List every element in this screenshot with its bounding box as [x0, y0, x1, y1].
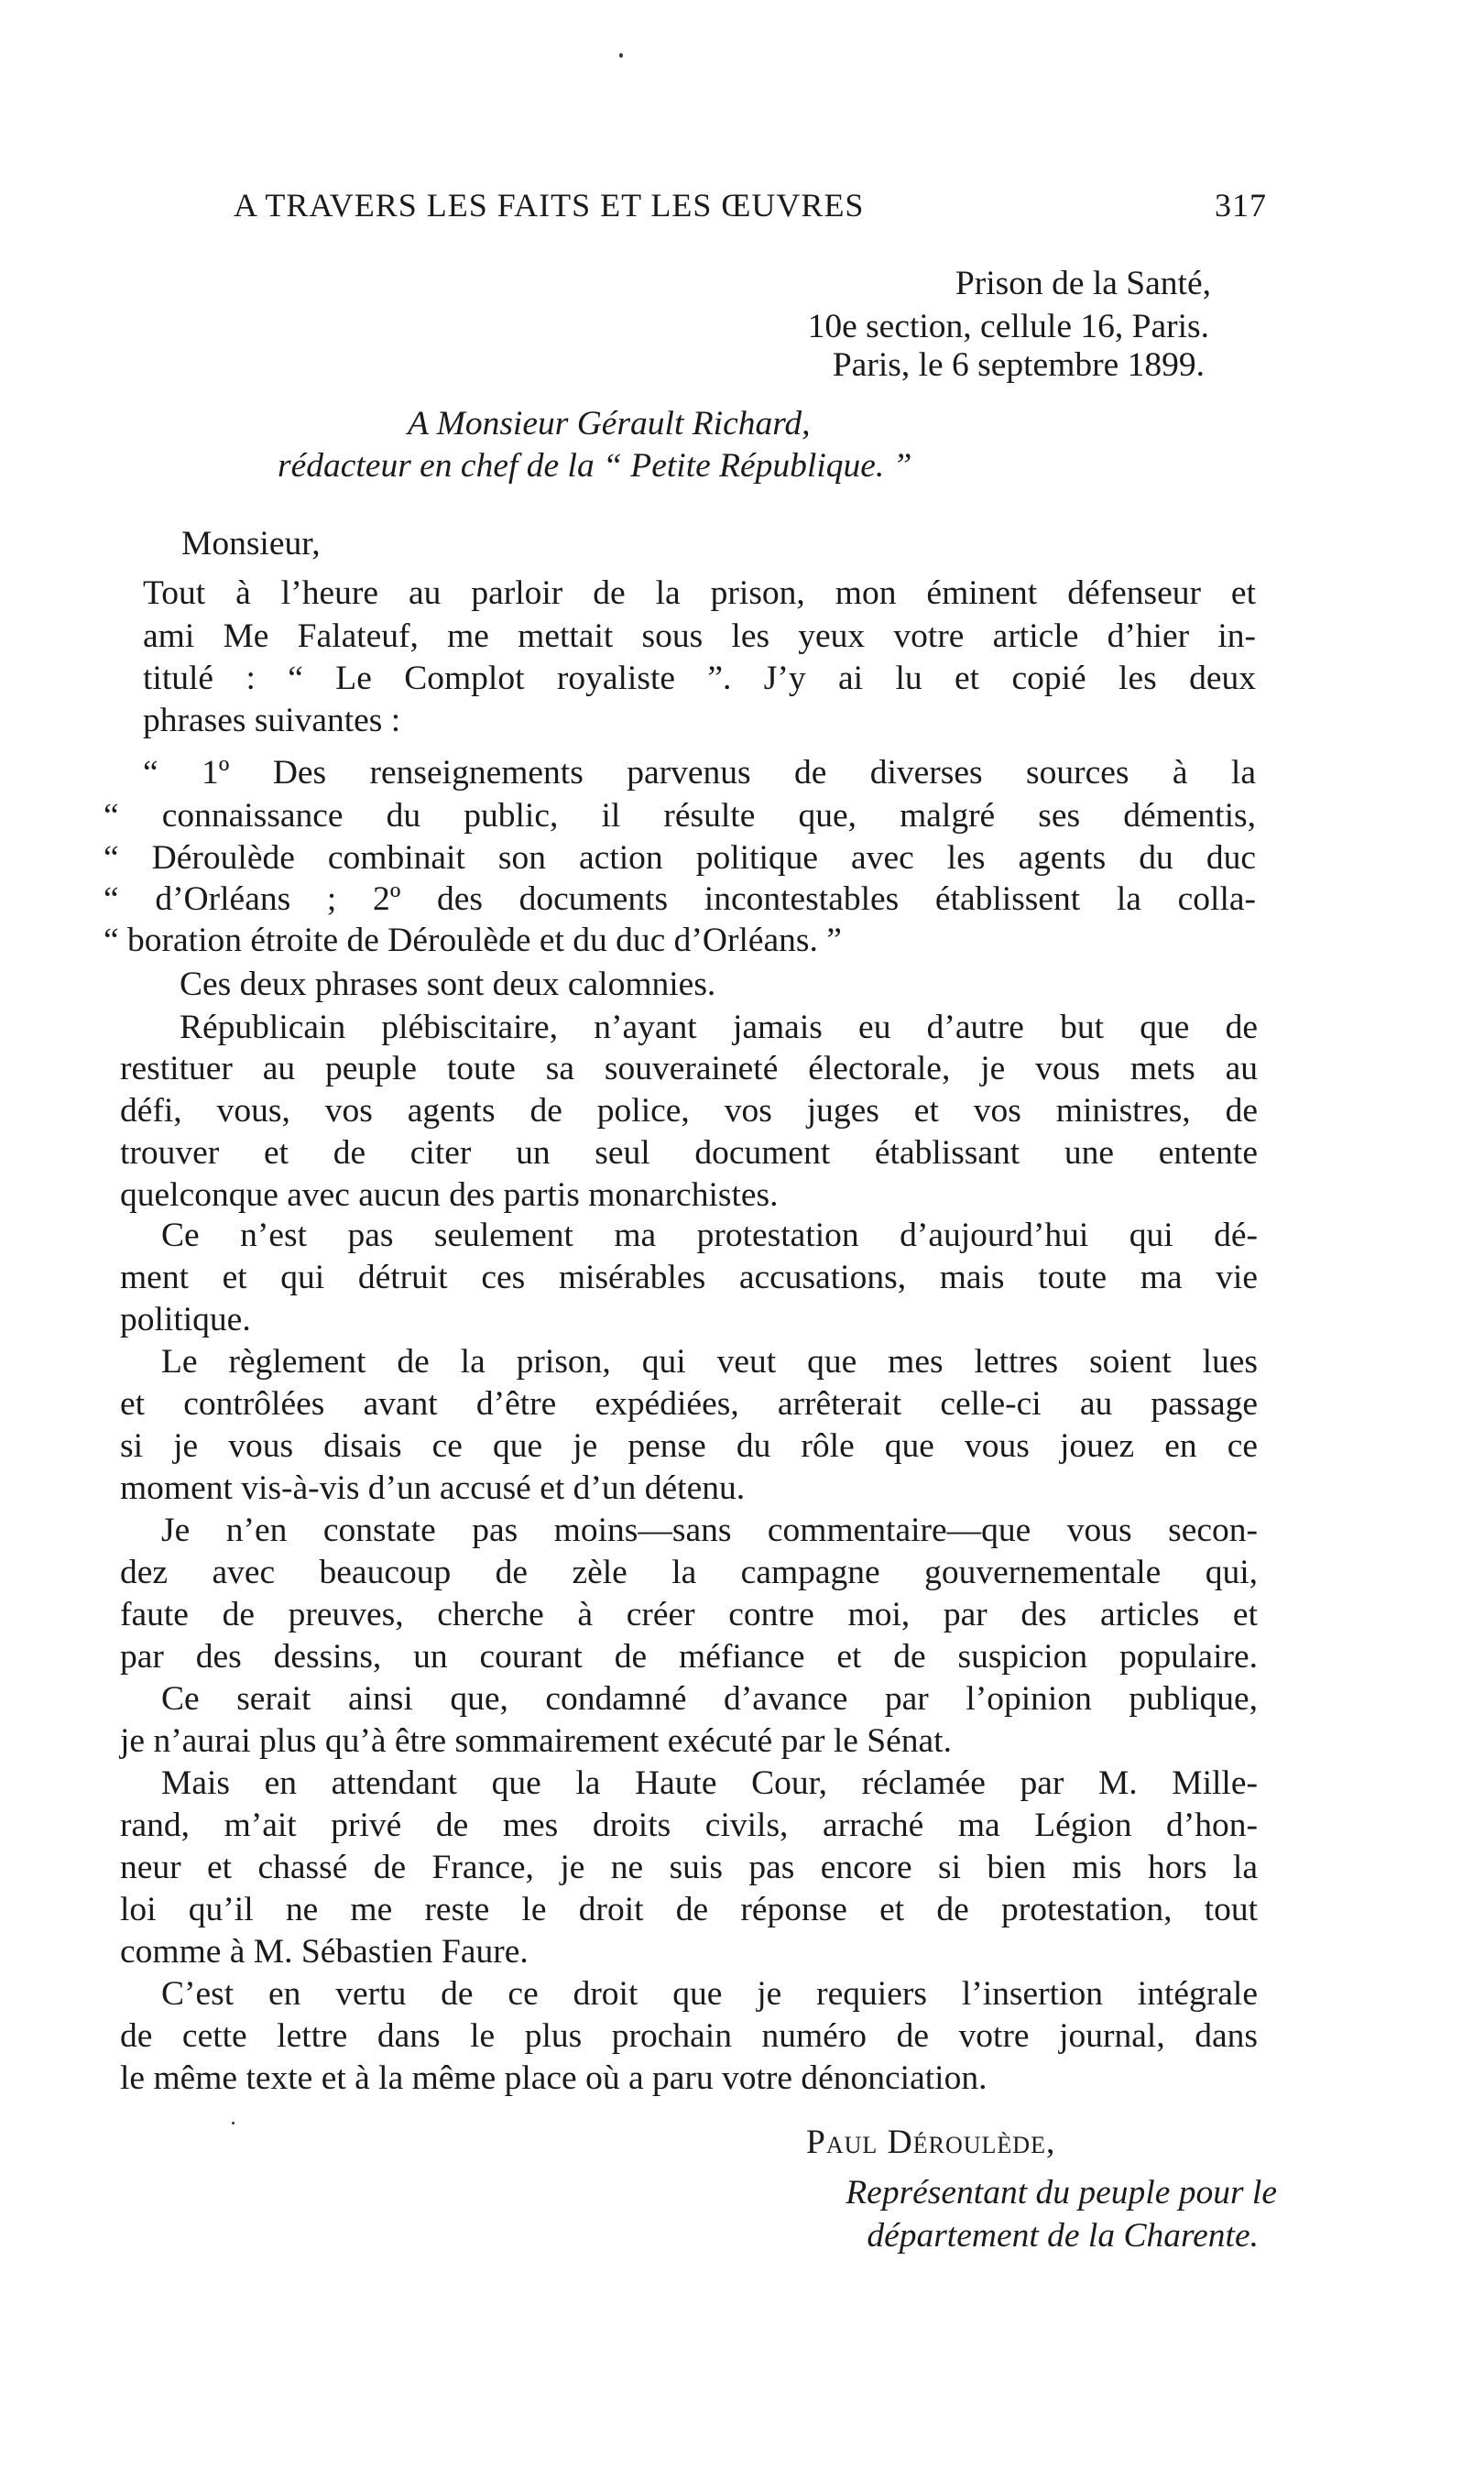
quote-line: “ d’Orléans ; 2º des documents incontestables établissent la colla-	[104, 880, 1256, 918]
page-number: 317	[1215, 187, 1267, 224]
signatory-title-line: Représentant du peuple pour le	[846, 2174, 1277, 2211]
dateline-line: Prison de la Santé,	[955, 265, 1211, 302]
text-line: phrases suivantes :	[143, 702, 401, 739]
text-line: Ces deux phrases sont deux calomnies.	[180, 966, 716, 1003]
quote-line: “ connaissance du public, il résulte que, malgré ses démentis,	[104, 797, 1256, 835]
text-line: C’est en vertu de ce droit que je requiers l’insertion intégrale	[161, 1975, 1258, 2013]
text-line: défi, vous, vos agents de police, vos juges et vos ministres, de	[120, 1092, 1258, 1130]
text-line: Républicain plébiscitaire, n’ayant jamais eu d’autre but que de	[180, 1009, 1258, 1046]
text-line: comme à M. Sébastien Faure.	[120, 1933, 529, 1971]
text-line: je n’aurai plus qu’à être sommairement exécuté par le Sénat.	[120, 1722, 952, 1760]
text-line: Ce serait ainsi que, condamné d’avance par l’opinion publique,	[161, 1680, 1258, 1718]
signatory-title-line: département de la Charente.	[867, 2217, 1259, 2255]
text-line: trouver et de citer un seul document établissant une entente	[120, 1134, 1258, 1172]
text-line: de cette lettre dans le plus prochain numéro de votre journal, dans	[120, 2017, 1258, 2055]
dateline-line: 10e section, cellule 16, Paris.	[807, 308, 1209, 345]
text-line: ment et qui détruit ces misérables accusations, mais toute ma vie	[120, 1259, 1258, 1296]
text-line: dez avec beaucoup de zèle la campagne gouvernementale qui,	[120, 1554, 1258, 1591]
text-line: Ce n’est pas seulement ma protestation d’aujourd’hui qui dé-	[161, 1217, 1258, 1254]
text-line: moment vis-à-vis d’un accusé et d’un détenu.	[120, 1469, 746, 1507]
addressee-line: A Monsieur Gérault Richard,	[408, 405, 811, 442]
text-line: le même texte et à la même place où a paru votre dénonciation.	[120, 2059, 988, 2097]
text-line: Le règlement de la prison, qui veut que mes lettres soient lues	[161, 1343, 1258, 1381]
text-line: quelconque avec aucun des partis monarchistes.	[120, 1176, 779, 1214]
running-title: A TRAVERS LES FAITS ET LES ŒUVRES	[234, 187, 865, 224]
text-line: et contrôlées avant d’être expédiées, arrêterait celle-ci au passage	[120, 1385, 1258, 1423]
text-line: ami Me Falateuf, me mettait sous les yeux votre article d’hier in-	[143, 617, 1256, 655]
page-speck	[232, 2122, 235, 2124]
quote-line: “ boration étroite de Déroulède et du duc d’Orléans. ”	[104, 922, 842, 959]
salutation: Monsieur,	[181, 525, 321, 562]
signatory-name: Paul Déroulède,	[806, 2124, 1056, 2161]
text-line: rand, m’ait privé de mes droits civils, arraché ma Légion d’hon-	[120, 1807, 1258, 1844]
text-line: par des dessins, un courant de méfiance et de suspicion populaire.	[120, 1638, 1258, 1676]
page-speck	[619, 53, 623, 58]
quote-line: “ 1º Des renseignements parvenus de diverses sources à la	[143, 754, 1256, 792]
running-header	[234, 189, 1267, 222]
text-line: neur et chassé de France, je ne suis pas encore si bien mis hors la	[120, 1849, 1258, 1886]
text-line: Mais en attendant que la Haute Cour, réclamée par M. Mille-	[161, 1764, 1258, 1802]
addressee-line: rédacteur en chef de la “ Petite République. ”	[278, 447, 912, 485]
dateline-line: Paris, le 6 septembre 1899.	[832, 346, 1205, 384]
text-line: Tout à l’heure au parloir de la prison, mon éminent défenseur et	[143, 574, 1256, 612]
text-line: loi qu’il ne me reste le droit de réponse et de protestation, tout	[120, 1891, 1258, 1928]
text-line: titulé : “ Le Complot royaliste ”. J’y ai lu et copié les deux	[143, 660, 1256, 697]
text-line: restituer au peuple toute sa souveraineté électorale, je vous mets au	[120, 1050, 1258, 1087]
text-line: Je n’en constate pas moins—sans commentaire—que vous secon-	[161, 1512, 1258, 1549]
text-line: faute de preuves, cherche à créer contre moi, par des articles et	[120, 1596, 1258, 1633]
quote-line: “ Déroulède combinait son action politique avec les agents du duc	[104, 839, 1256, 877]
text-line: si je vous disais ce que je pense du rôle que vous jouez en ce	[120, 1427, 1258, 1465]
text-line: politique.	[120, 1301, 251, 1338]
